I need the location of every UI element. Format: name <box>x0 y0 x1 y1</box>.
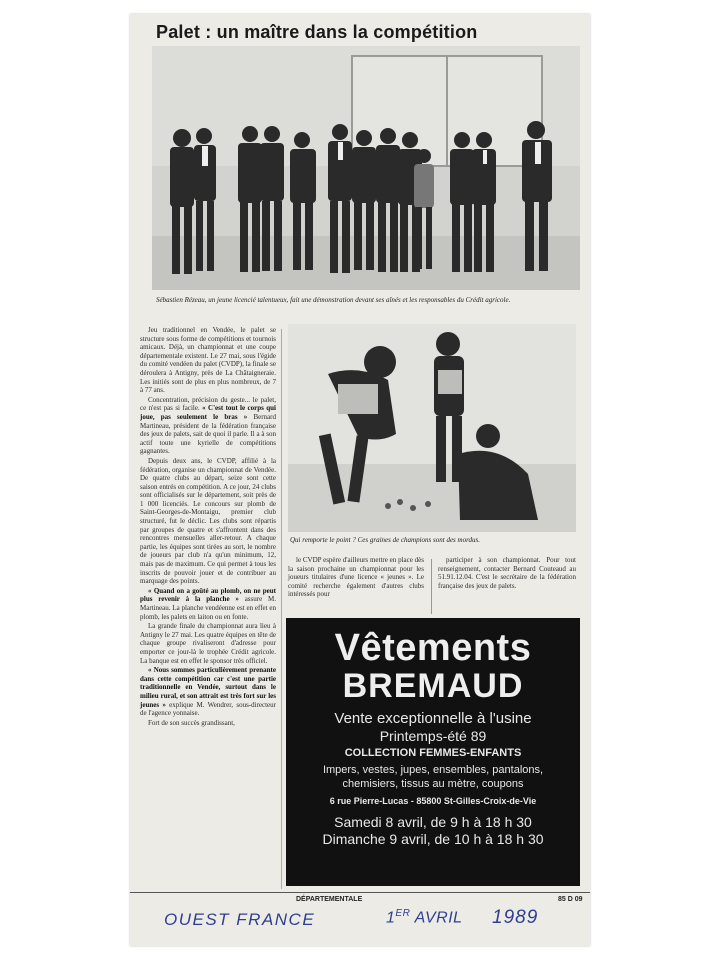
section-label: DÉPARTEMENTALE <box>296 896 363 903</box>
article-column-2 <box>288 556 424 600</box>
date-month: AVRIL <box>414 909 463 927</box>
column-divider <box>431 559 432 614</box>
handwritten-date-year: 1989 <box>492 907 539 928</box>
paragraph <box>140 396 276 456</box>
paragraph: participer à son championnat. Pour tout renseignement, contacter Bernard Couteaud au 51.91.12.04. C'est le secrétaire de la fédération française des jeux de palets. <box>438 556 576 590</box>
article-column-1 <box>140 326 276 728</box>
ad-items-line-2: chemisiers, tissus au mètre, coupons <box>342 778 524 790</box>
paragraph: Fort de son succès grandissant, <box>148 718 235 727</box>
handwritten-date-day <box>386 908 463 927</box>
ad-address: 6 rue Pierre-Lucas - 85800 St-Gilles-Croix-de-Vie <box>329 796 537 806</box>
text: explique M. Wendrer, sous-directeur de l'agence yonnaise. <box>140 700 276 718</box>
group-photo <box>152 46 580 290</box>
ad-season-line: Printemps-été 89 <box>379 728 487 744</box>
date-day: 1 <box>386 909 396 927</box>
paragraph <box>140 587 276 621</box>
text: Bernard Martineau, président de la fédération française des jeux de palets, sait de quoi il parle. Il a à son actif toute une kyrielle de compétitions gagnantes. <box>140 412 276 456</box>
ad-hours-sunday: Dimanche 9 avril, de 10 h à 18 h 30 <box>322 831 544 847</box>
photo-caption-2: Qui remporte le point ? Ces graines de champions sont des mordus. <box>290 536 481 544</box>
photo-caption-1: Sébastien Rézeau, un jeune licencié talentueux, fait une démonstration devant ses aînés et les responsables du Crédit agricole. <box>156 296 511 304</box>
quote: « Quand on a goûté au plomb, on ne peut plus revenir à la planche » <box>140 586 276 604</box>
paragraph: La grande finale du championnat aura lieu à Antigny le 27 mai. Les quatre équipes en tête de chaque groupe rivaliseront d'adresse pour emporter ce jour-là le trophée Crédit agricole. La banque est en effet le sponsor très officiel. <box>140 622 276 665</box>
paragraph: le CVDP espère d'ailleurs mettre en place dès la saison prochaine un championnat pour les joueurs titulaires d'une licence « jeunes ». Le comité recherche également d'autres clubs intéressés pour <box>288 556 424 599</box>
children-photo <box>288 324 576 532</box>
date-suffix: ER <box>395 908 411 919</box>
footer-rule <box>130 892 590 893</box>
children-photo-illustration <box>288 324 576 532</box>
ad-items-line-1: Impers, vestes, jupes, ensembles, pantalons, <box>322 764 544 776</box>
column-divider <box>281 329 282 889</box>
group-photo-illustration <box>152 46 580 290</box>
page-code: 85 D 09 <box>558 896 583 903</box>
quote: « C'est tout le corps qui joue, pas seulement le bras » <box>140 404 276 421</box>
quote: « Nous sommes particulièrement prenante dans cette compétition car c'est une partie traditionnelle en Vendée, surtout dans le milieu rural, et son attrait est très fort sur les jeunes » <box>140 666 276 709</box>
bremaud-advertisement <box>286 618 580 886</box>
newspaper-clipping <box>130 14 590 946</box>
handwritten-newspaper-name: OUEST FRANCE <box>164 910 316 929</box>
ad-hours-saturday: Samedi 8 avril, de 9 h à 18 h 30 <box>334 814 532 830</box>
paragraph <box>140 666 276 718</box>
ad-sale-line: Vente exceptionnelle à l'usine <box>334 710 532 727</box>
paragraph: Depuis deux ans, le CVDP, affilié à la fédération, organise un championnat de Vendée. De quatre clubs au départ, seize sont cette saison entrés en compétition. A ce jour, 24 clubs sont officialisés sur le département, soit près de 1 000 licenciés. Le concours sur plomb de Saint-Georges-de-Montaigu, premier club structuré, fut le déclic. Les clubs sont répartis par groupes de quatre et s'affrontent dans des rencontres mensuelles aller-retour. A chaque partie, les équipes sont tirées au sort, le nombre de joueurs par club n'a qu'un minimum, 12, mais pas de maximum. Ce qui permet à tous les inscrits de pouvoir jouer et de contribuer au marquage des points. <box>140 456 276 586</box>
text: Concentration, précision du geste... le palet, ce n'est pas si facile. <box>140 395 276 413</box>
paragraph: Jeu traditionnel en Vendée, le palet se structure sous forme de compétitions et tournois amicaux. Déjà, un championnat et une coupe départementale existent. Le 27 mai, sous l'égide du comité vendéen du palet (CVDP), la finale se déroulera à Antigny, près de La Châtaigneraie. Les initiés sont de plus en plus nombreux, de 7 à 77 ans. <box>140 326 276 395</box>
article-headline: Palet : un maître dans la compétition <box>156 22 478 42</box>
ad-brand-line-2: BREMAUD <box>342 667 524 705</box>
text: assure M. Martineau. La planche vendéenne est en effet en plomb, les palets en laiton ou en fonte. <box>140 595 276 621</box>
article-column-3 <box>438 556 576 591</box>
ad-brand-line-1: Vêtements <box>334 627 532 669</box>
ad-collection-line: COLLECTION FEMMES-ENFANTS <box>344 747 522 759</box>
